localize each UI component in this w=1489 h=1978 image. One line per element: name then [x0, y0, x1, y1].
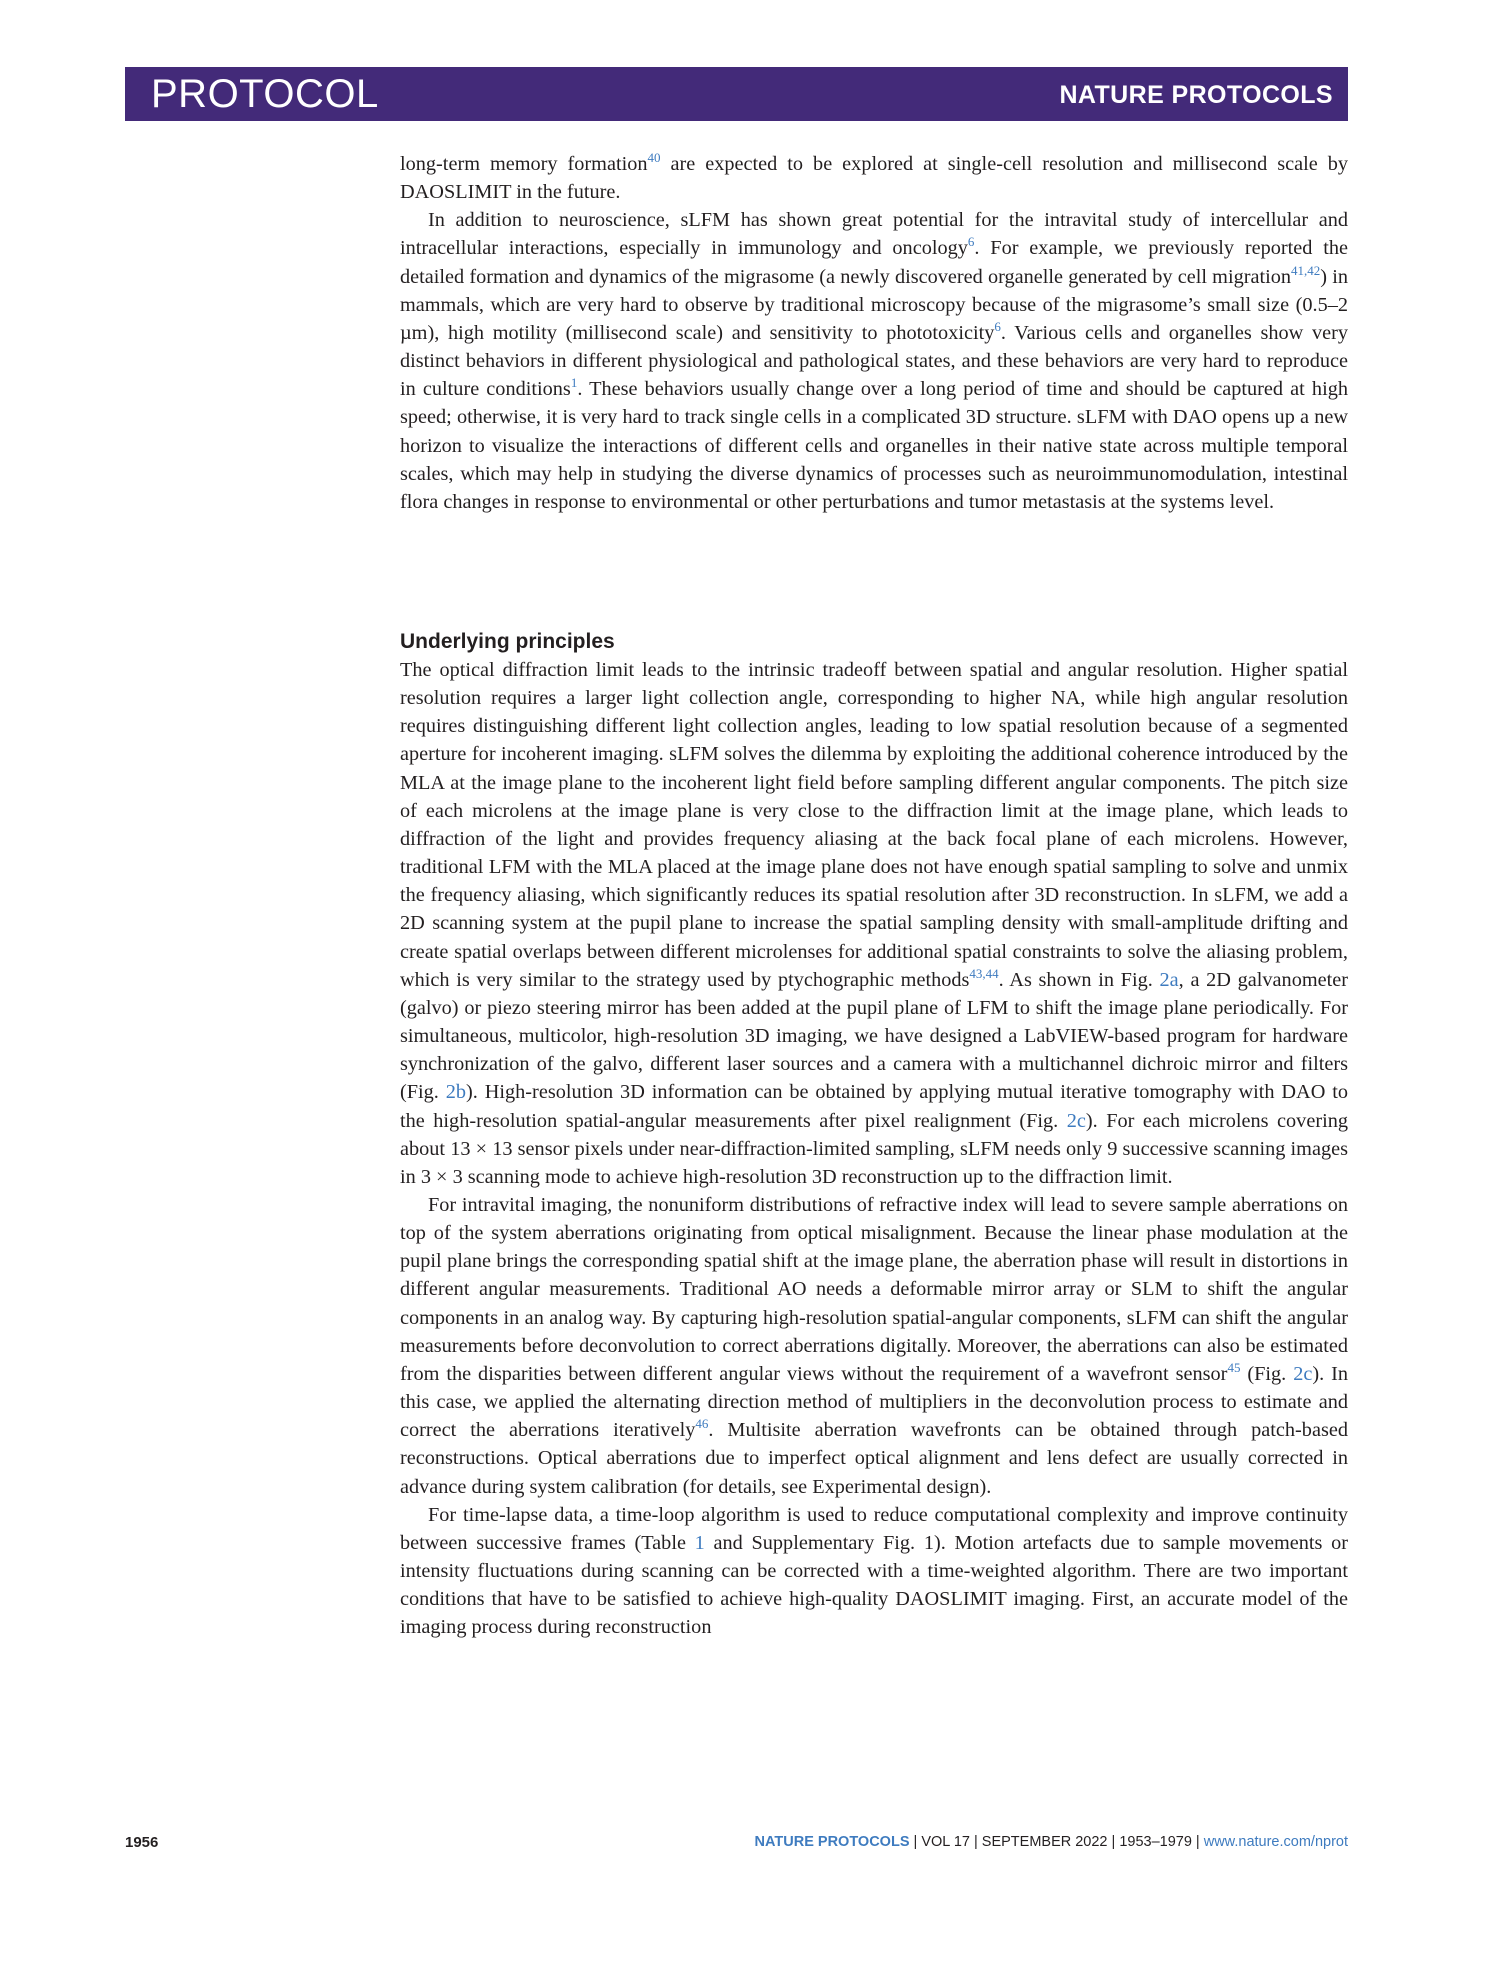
paragraph: For time-lapse data, a time-loop algorithm is used to reduce computational complexity and improve continuity between successive frames (Table 1 and Supplementary Fig. 1). Motion artefacts due to sample movements or intensity fluctuations during scanning can be corrected with a time-weighted algorithm. There are two important conditions that have to be satisfied to achieve high-quality DAOSLIMIT imaging. First, an accurate model of the imaging process during reconstruction — [400, 1503, 1348, 1639]
journal-name: NATURE PROTOCOLS — [1059, 81, 1333, 109]
header-bar — [125, 67, 1348, 121]
paragraph: For intravital imaging, the nonuniform distributions of refractive index will lead to severe sample aberrations on top of the system aberrations originating from optical misalignment. Because the linear phase modulation at the pupil plane brings the corresponding spatial shift at the image plane, the aberration phase will result in distortions in different angular measurements. Traditional AO needs a deformable mirror array or SLM to shift the angular components in an analog way. By capturing high-resolution spatial-angular components, sLFM can shift the angular measurements before deconvolution to correct aberrations digitally. Moreover, the aberrations can also be estimated from the disparities between different angular views without the requirement of a wavefront sensor$^{45}$ (Fig. 2c). In this case, we applied the alternating direction method of multipliers in the deconvolution process to estimate and correct the aberrations iteratively$^{46}$. Multisite aberration wavefronts can be obtained through patch-based reconstructions. Optical aberrations due to imperfect optical alignment and lens defect are usually corrected in advance during system calibration (for details, see Experimental design). — [400, 1193, 1348, 1498]
citation-ref[interactable]: 41,42 — [1291, 262, 1321, 278]
citation-ref[interactable]: 1 — [570, 375, 578, 391]
footer-journal: NATURE PROTOCOLS — [754, 1834, 910, 1850]
section-label: PROTOCOL — [151, 72, 379, 116]
citation-ref[interactable]: 6 — [967, 234, 975, 250]
citation-ref[interactable]: 46 — [695, 1416, 709, 1432]
footer-volume-info: | VOL 17 | SEPTEMBER 2022 | 1953–1979 | — [909, 1834, 1204, 1850]
figure-link[interactable]: 2c — [1066, 1109, 1086, 1132]
citation-ref[interactable]: 40 — [647, 150, 661, 166]
paragraph: long-term memory formation$^{40}$ are expected to be explored at single-cell resolution and millisecond scale by DAOSLIMIT in the future. — [400, 150, 1348, 204]
figure-link[interactable]: 2b — [445, 1081, 467, 1104]
footer-citation — [755, 1834, 1348, 1850]
citation-ref[interactable]: 43,44 — [969, 965, 999, 981]
section-heading: Underlying principles — [400, 630, 615, 653]
page-number: 1956 — [125, 1834, 159, 1851]
figure-link[interactable]: 1 — [694, 1531, 705, 1554]
footer-url-link[interactable]: www.nature.com/nprot — [1203, 1834, 1348, 1850]
paragraph: The optical diffraction limit leads to the intrinsic tradeoff between spatial and angular resolution. Higher spatial resolution requires a larger light collection angle, corresponding to higher NA, while high angular resolution requires distinguishing different light collection angles, leading to low spatial resolution because of a segmented aperture for incoherent imaging. sLFM solves the dilemma by exploiting the additional coherence introduced by the MLA at the image plane to the incoherent light field before sampling different angular components. The pitch size of each microlens at the image plane is very close to the diffraction limit at the image plane, which leads to diffraction of the light and provides frequency aliasing at the back focal plane of each microlens. However, traditional LFM with the MLA placed at the image plane does not have enough spatial sampling to solve and unmix the frequency aliasing, which significantly reduces its spatial resolution after 3D reconstruction. In sLFM, we add a 2D scanning system at the pupil plane to increase the spatial sampling density with small-amplitude drifting and create spatial overlaps between different microlenses for additional spatial constraints to solve the aliasing problem, which is very similar to the strategy used by ptychographic methods$^{43,44}$. As shown in Fig. 2a, a 2D galvanometer (galvo) or piezo steering mirror has been added at the pupil plane of LFM to shift the image plane periodically. For simultaneous, multicolor, high-resolution 3D imaging, we have designed a LabVIEW-based program for hardware synchronization of the galvo, different laser sources and a camera with a multichannel dichroic mirror and filters (Fig. 2b). High-resolution 3D information can be obtained by applying mutual iterative tomography with DAO to the high-resolution spatial-angular measurements after pixel realignment (Fig. 2c). For each microlens covering about 13 × 13 sensor pixels under near-diffraction-limited sampling, sLFM needs only 9 successive scanning images in 3 × 3 scanning mode to achieve high-resolution 3D reconstruction up to the diffraction limit. — [400, 659, 1348, 1188]
section-body — [400, 656, 1348, 1641]
figure-link[interactable]: 2c — [1293, 1362, 1313, 1385]
figure-link[interactable]: 2a — [1159, 968, 1179, 991]
citation-ref[interactable]: 45 — [1227, 1360, 1241, 1376]
intro-text — [400, 150, 1348, 516]
citation-ref[interactable]: 6 — [994, 319, 1001, 335]
paragraph: In addition to neuroscience, sLFM has shown great potential for the intravital study of intercellular and intracellular interactions, especially in immunology and oncology$^6$. For example, we previously reported the detailed formation and dynamics of the migrasome (a newly discovered organelle generated by cell migration$^{41,42}$) in mammals, which are very hard to observe by traditional microscopy because of the migrasome’s small size (0.5–2 µm), high motility (millisecond scale) and sensitivity to phototoxicity$^6$. Various cells and organelles show very distinct behaviors in different physiological and pathological states, and these behaviors are very hard to reproduce in culture conditions$^1$. These behaviors usually change over a long period of time and should be captured at high speed; otherwise, it is very hard to track single cells in a complicated 3D structure. sLFM with DAO opens up a new horizon to visualize the interactions of different cells and organelles in their native state across multiple temporal scales, which may help in studying the diverse dynamics of processes such as neuroimmunomodulation, intestinal flora changes in response to environmental or other perturbations and tumor metastasis at the systems level. — [400, 209, 1348, 513]
